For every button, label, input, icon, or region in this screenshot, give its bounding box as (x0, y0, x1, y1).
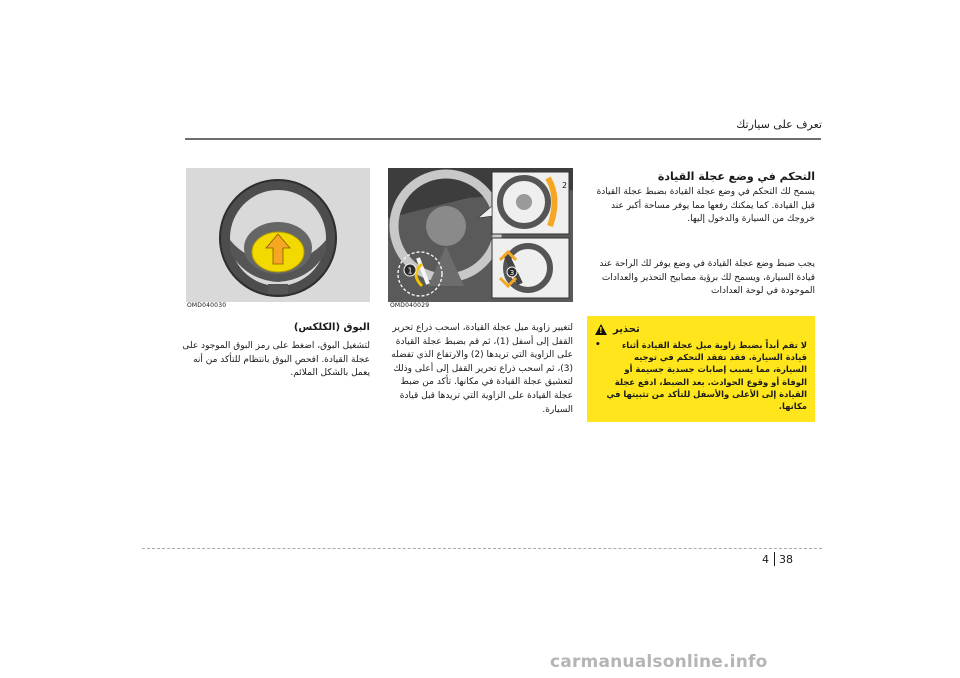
chapter-number: 4 (762, 553, 769, 566)
figure-code: OMD040030 (187, 302, 227, 309)
callout-3: 3 (509, 269, 515, 277)
section-header: تعرف على سيارتك (736, 118, 822, 131)
bullet: • (595, 340, 601, 350)
warning-triangle-icon (595, 324, 607, 335)
page-separator (774, 552, 775, 566)
horn-title: البوق (الكلكس) (293, 322, 370, 333)
warning-title: تحذير (613, 324, 640, 335)
watermark: carmanualsonline.info (550, 652, 768, 672)
inset-top (492, 172, 569, 234)
warning-body (595, 339, 807, 412)
figure-code: OMD040029 (390, 302, 430, 309)
warning-mark: ! (599, 326, 603, 335)
warning-text: لا تقم أبداً بضبط زاوية ميل عجلة القيادة أثناء قيادة السيارة. فقد تفقد التحكم في توجيه السيارة، مما يسبب إصابات جسدية جسيمة أو الوفاة أو وقوع الحوادث. بعد الضبط، ادفع عجلة القيادة إلى الأعلى والأسفل للتأكد من تثبيتها في مكانها. (606, 340, 807, 412)
steering-tilt-illustration (388, 168, 573, 302)
callout-1: 1 (407, 266, 413, 276)
header-rule (185, 138, 821, 140)
section-title: التحكم في وضع عجلة القيادة (657, 170, 815, 183)
inset-bottom (492, 238, 569, 298)
tilt-instructions: لتغيير زاوية ميل عجلة القيادة، اسحب ذراع تحرير القفل إلى أسفل (1)، ثم قم بضبط عجلة القيادة على الزاوية التي تريدها (2) والارتفاع الذي تفضله (3)، ثم اسحب ذراع تحرير القفل إلى أعلى وذلك لتعشيق عجلة القيادة في مكانها. تأكد من ضبط عجلة القيادة على الزاوية التي تريدها قبل قيادة السيارة. (391, 323, 573, 415)
steering-wheel-horn-illustration (186, 168, 370, 302)
warning-header (595, 324, 805, 335)
footer-rule (142, 548, 822, 549)
horn-text: لتشغيل البوق، اضغط على رمز البوق الموجود على عجلة القيادة. افحص البوق بانتظام للتأكد من أنه يعمل بالشكل الملائم. (182, 341, 370, 379)
paragraph: يسمح لك التحكم في وضع عجلة القيادة بضبط عجلة القيادة قبل القيادة. كما يمكنك رفعها مما يوفر مساحة أكبر عند خروجك من السيارة والدخول إليها. (596, 187, 815, 225)
paragraph: يجب ضبط وضع عجلة القيادة في وضع يوفر لك الراحة عند قيادة السيارة، ويسمح لك برؤية مصابيح التحذير والعدادات الموجودة في لوحة العدادات (599, 259, 815, 297)
horn-figure (186, 168, 370, 302)
tilt-figure (388, 168, 573, 302)
callout-2: 2 (562, 181, 568, 190)
warning-box (587, 316, 815, 422)
page-number: 38 (779, 553, 793, 566)
